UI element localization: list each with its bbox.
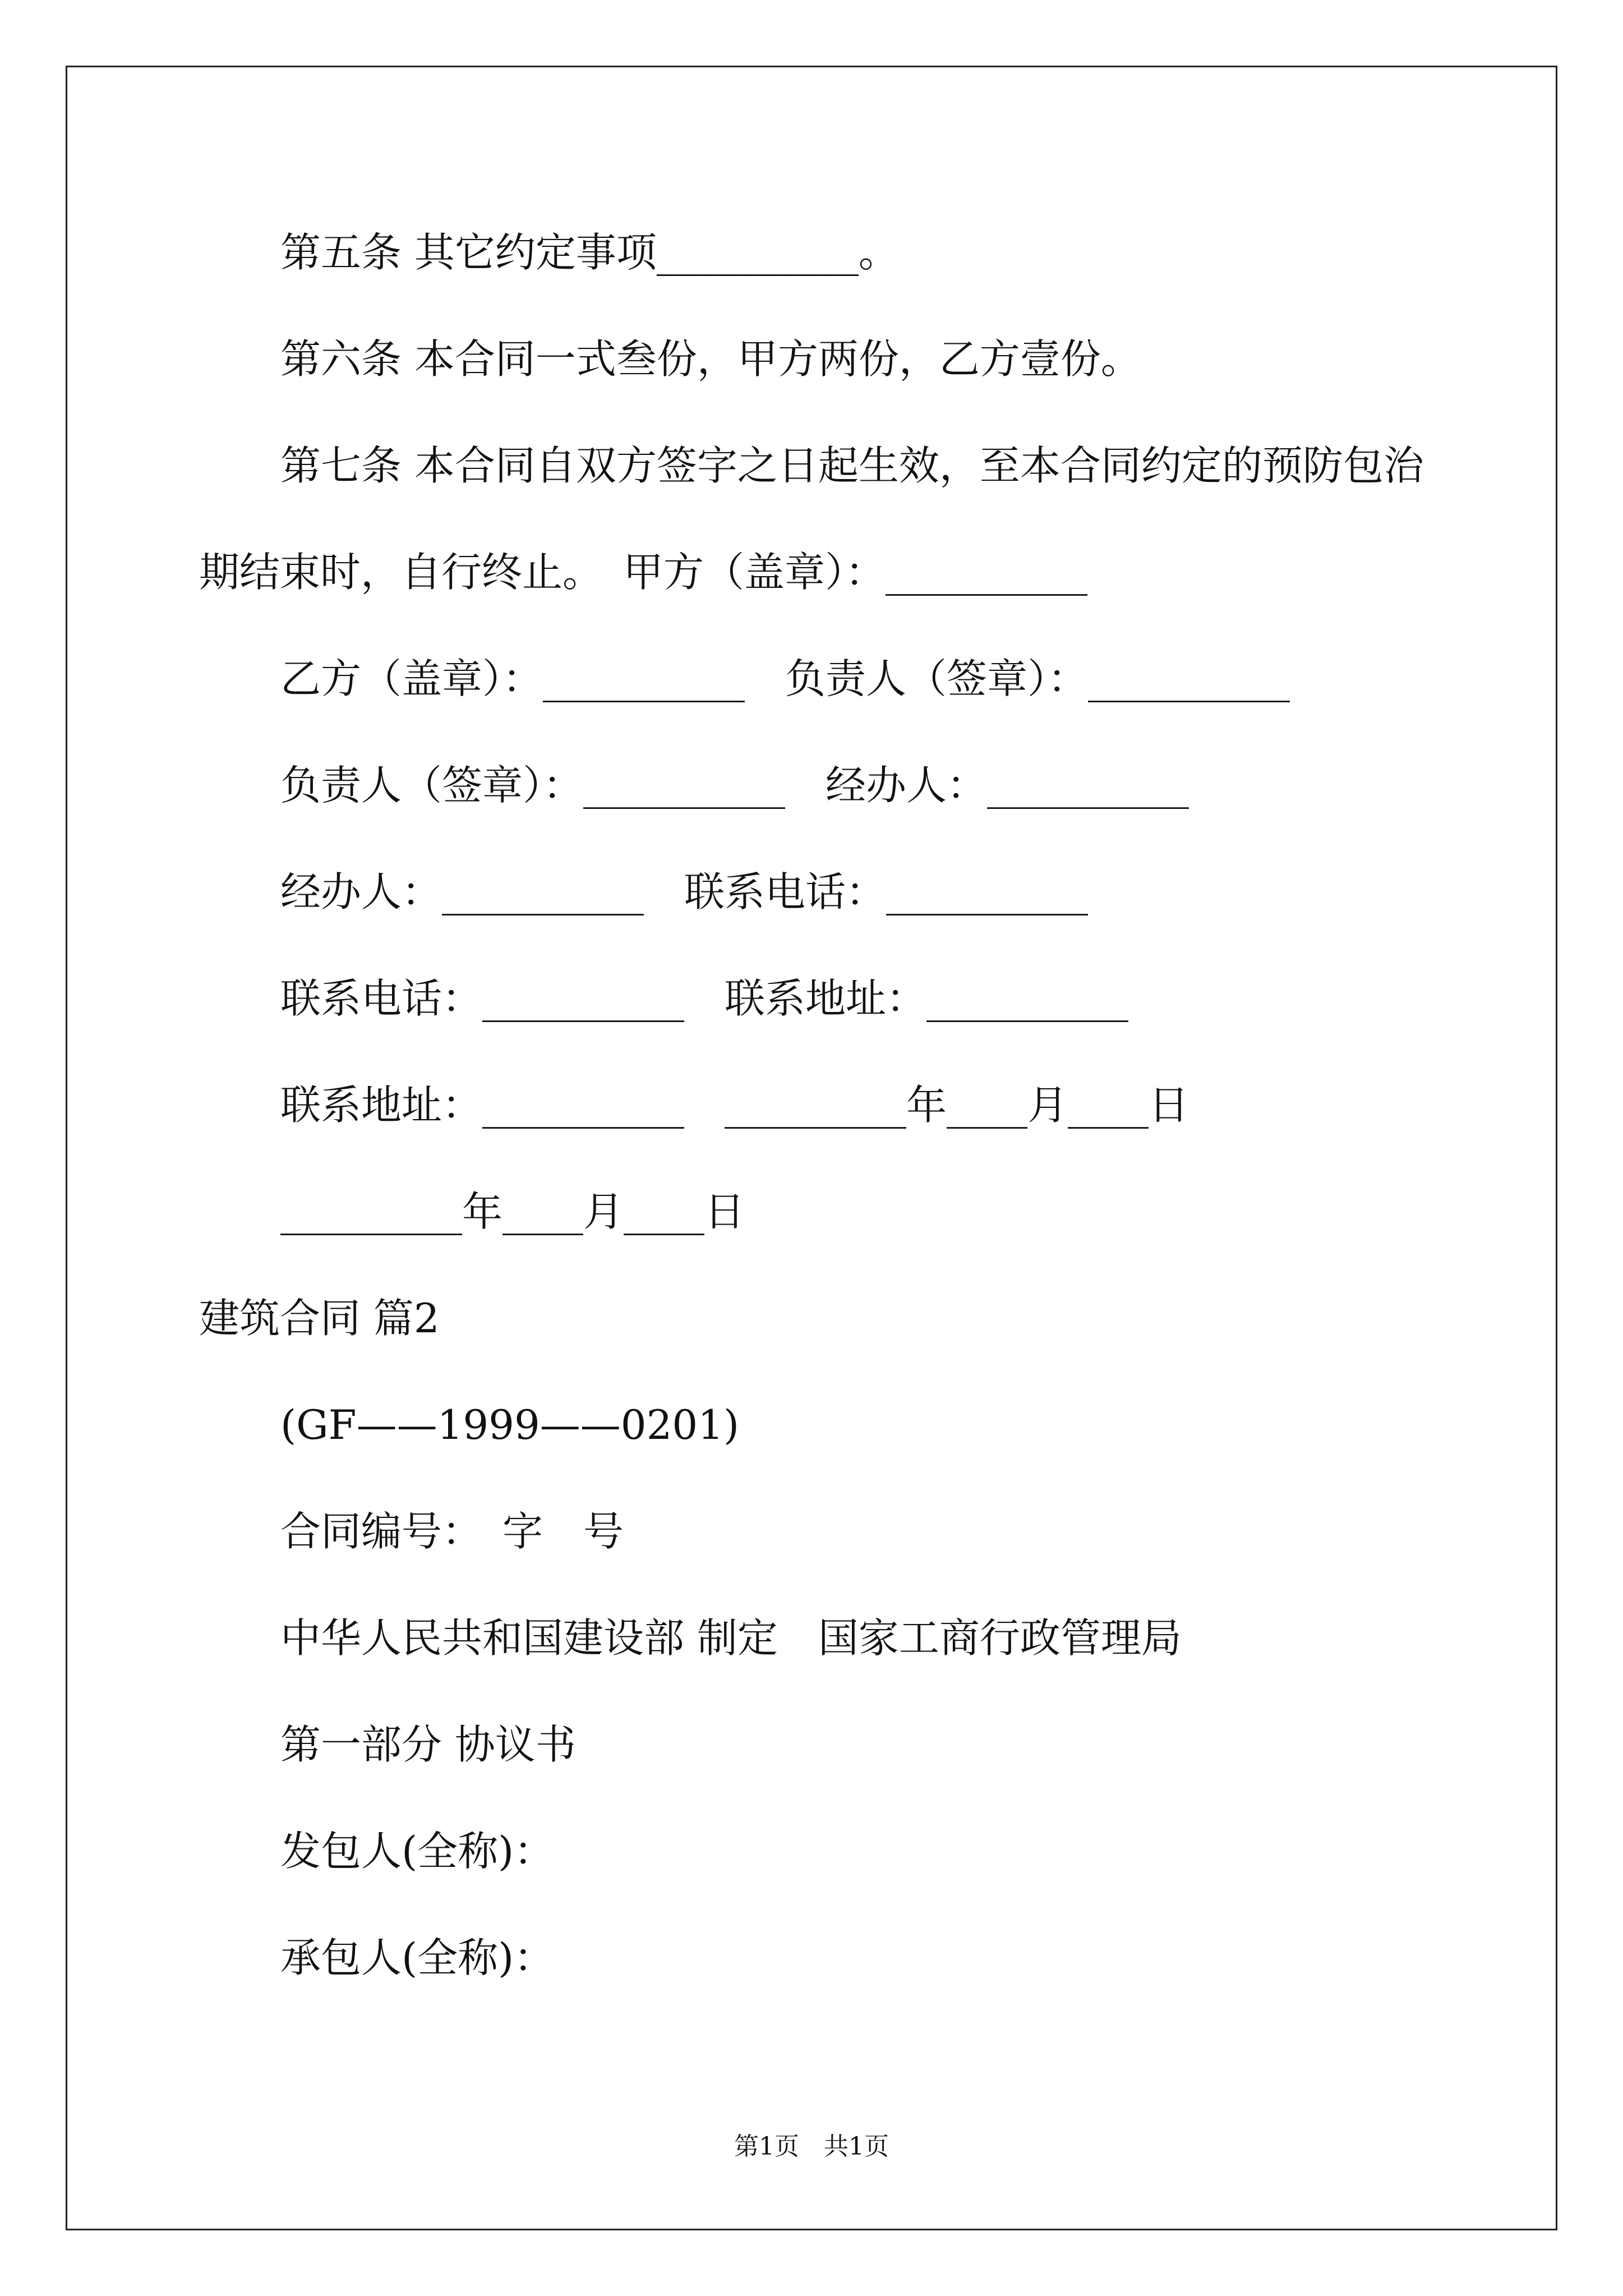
- clause-5: 第五条 其它约定事项__________。: [280, 229, 899, 276]
- date-line: _________年____月____日: [280, 1188, 745, 1235]
- signature-row-4: 联系电话：__________ 联系地址：__________: [280, 975, 1129, 1022]
- clause-7-cont: 期结束时，自行终止。 甲方（盖章）：__________: [199, 549, 1088, 596]
- signature-row-3: 经办人：__________ 联系电话：__________: [280, 868, 1089, 915]
- clause-6: 第六条 本合同一式叁份，甲方两份，乙方壹份。: [280, 335, 1141, 383]
- signature-row-2: 负责人（签章）：__________ 经办人：__________: [280, 762, 1189, 809]
- section-heading: 建筑合同 篇2: [199, 1295, 440, 1342]
- page-footer: 第1页 共1页: [734, 2132, 889, 2161]
- signature-row-1: 乙方（盖章）：__________ 负责人（签章）：__________: [280, 655, 1290, 702]
- contractor-field: 承包人(全称)：: [280, 1934, 555, 1981]
- signature-row-5: 联系地址：__________ _________年____月____日: [280, 1082, 1189, 1129]
- part-1-heading: 第一部分 协议书: [280, 1721, 576, 1768]
- issuing-authority: 中华人民共和国建设部 制定 国家工商行政管理局: [280, 1614, 1182, 1662]
- contract-number: 合同编号： 字 号: [280, 1508, 624, 1555]
- employer-field: 发包人(全称)：: [280, 1828, 555, 1875]
- clause-7: 第七条 本合同自双方签字之日起生效，至本合同约定的预防包治: [280, 442, 1424, 489]
- page-border: [66, 66, 1557, 2230]
- contract-code: (GF——1999——0201): [280, 1401, 740, 1448]
